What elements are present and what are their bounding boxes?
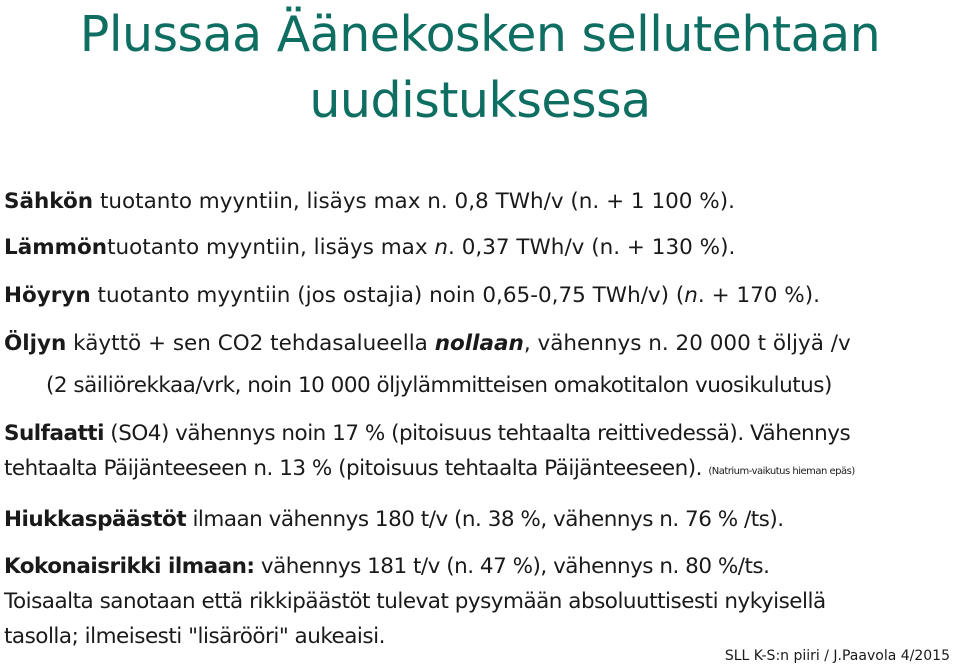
slide-title-line1: Plussaa Äänekosken sellutehtaan <box>79 6 881 63</box>
slide-title <box>40 2 920 134</box>
heat-text-2: . 0,37 TWh/v (n. + 130 %). <box>448 235 736 260</box>
electricity-text: tuotanto myyntiin, lisäys max n. 0,8 TWh/v (n. + 1 100 %). <box>93 189 735 214</box>
heat-line <box>4 224 954 272</box>
oil-detail-line: (2 säiliörekkaa/vrk, noin 10 000 öljylämmitteisen omakotitalon vuosikulutus) <box>46 373 832 398</box>
particles-line <box>4 503 954 537</box>
sulfur-keyword: Kokonaisrikki ilmaan: <box>4 554 255 579</box>
sulfur-line <box>4 550 954 584</box>
heat-italic: n <box>434 235 449 260</box>
sulfate-line-1 <box>4 417 954 451</box>
closing-line-2: tasolla; ilmeisesti "lisärööri" aukeaisi. <box>4 624 385 649</box>
oil-keyword: Öljyn <box>4 331 67 356</box>
oil-emphasis: nollaan <box>434 331 524 356</box>
sulfate-text-2: tehtaalta Päijänteeseen n. 13 % (pitoisuus tehtaalta Päijänteeseen). <box>4 456 709 481</box>
oil-text-2: , vähennys n. 20 000 t öljyä /v <box>523 331 851 356</box>
oil-line <box>4 320 954 368</box>
electricity-line <box>4 180 954 224</box>
steam-line <box>4 272 954 320</box>
steam-italic: n <box>684 283 698 308</box>
slide-body <box>4 180 954 654</box>
sulfate-note: (Natrium-vaikutus hieman epäs) <box>708 466 855 477</box>
heat-keyword: Lämmön <box>4 235 108 260</box>
sulfate-text-1: (SO4) vähennys noin 17 % (pitoisuus tehtaalta reittivedessä). Vähennys <box>103 421 851 446</box>
sulfate-keyword: Sulfaatti <box>4 421 104 446</box>
oil-text-1: käyttö + sen CO2 tehdasalueella <box>66 331 435 356</box>
slide-title-line2: uudistuksessa <box>309 72 651 129</box>
sulfur-text: vähennys 181 t/v (n. 47 %), vähennys n. 80 %/ts. <box>254 554 770 579</box>
heat-text-1: tuotanto myyntiin, lisäys max <box>107 235 435 260</box>
steam-text-1: tuotanto myyntiin (jos ostajia) noin 0,65-0,75 TWh/v) ( <box>90 283 685 308</box>
slide-footer: SLL K-S:n piiri / J.Paavola 4/2015 <box>724 648 950 664</box>
sulfate-line-2 <box>4 451 954 490</box>
closing-line-1: Toisaalta sanotaan että rikkipäästöt tulevat pysymään absoluuttisesti nykyisellä <box>4 589 826 614</box>
particles-keyword: Hiukkaspäästöt <box>4 507 187 532</box>
steam-keyword: Höyryn <box>4 283 91 308</box>
particles-text: ilmaan vähennys 180 t/v (n. 38 %, vähennys n. 76 % /ts). <box>186 507 784 532</box>
electricity-keyword: Sähkön <box>4 189 94 214</box>
steam-text-2: . + 170 %). <box>697 283 820 308</box>
